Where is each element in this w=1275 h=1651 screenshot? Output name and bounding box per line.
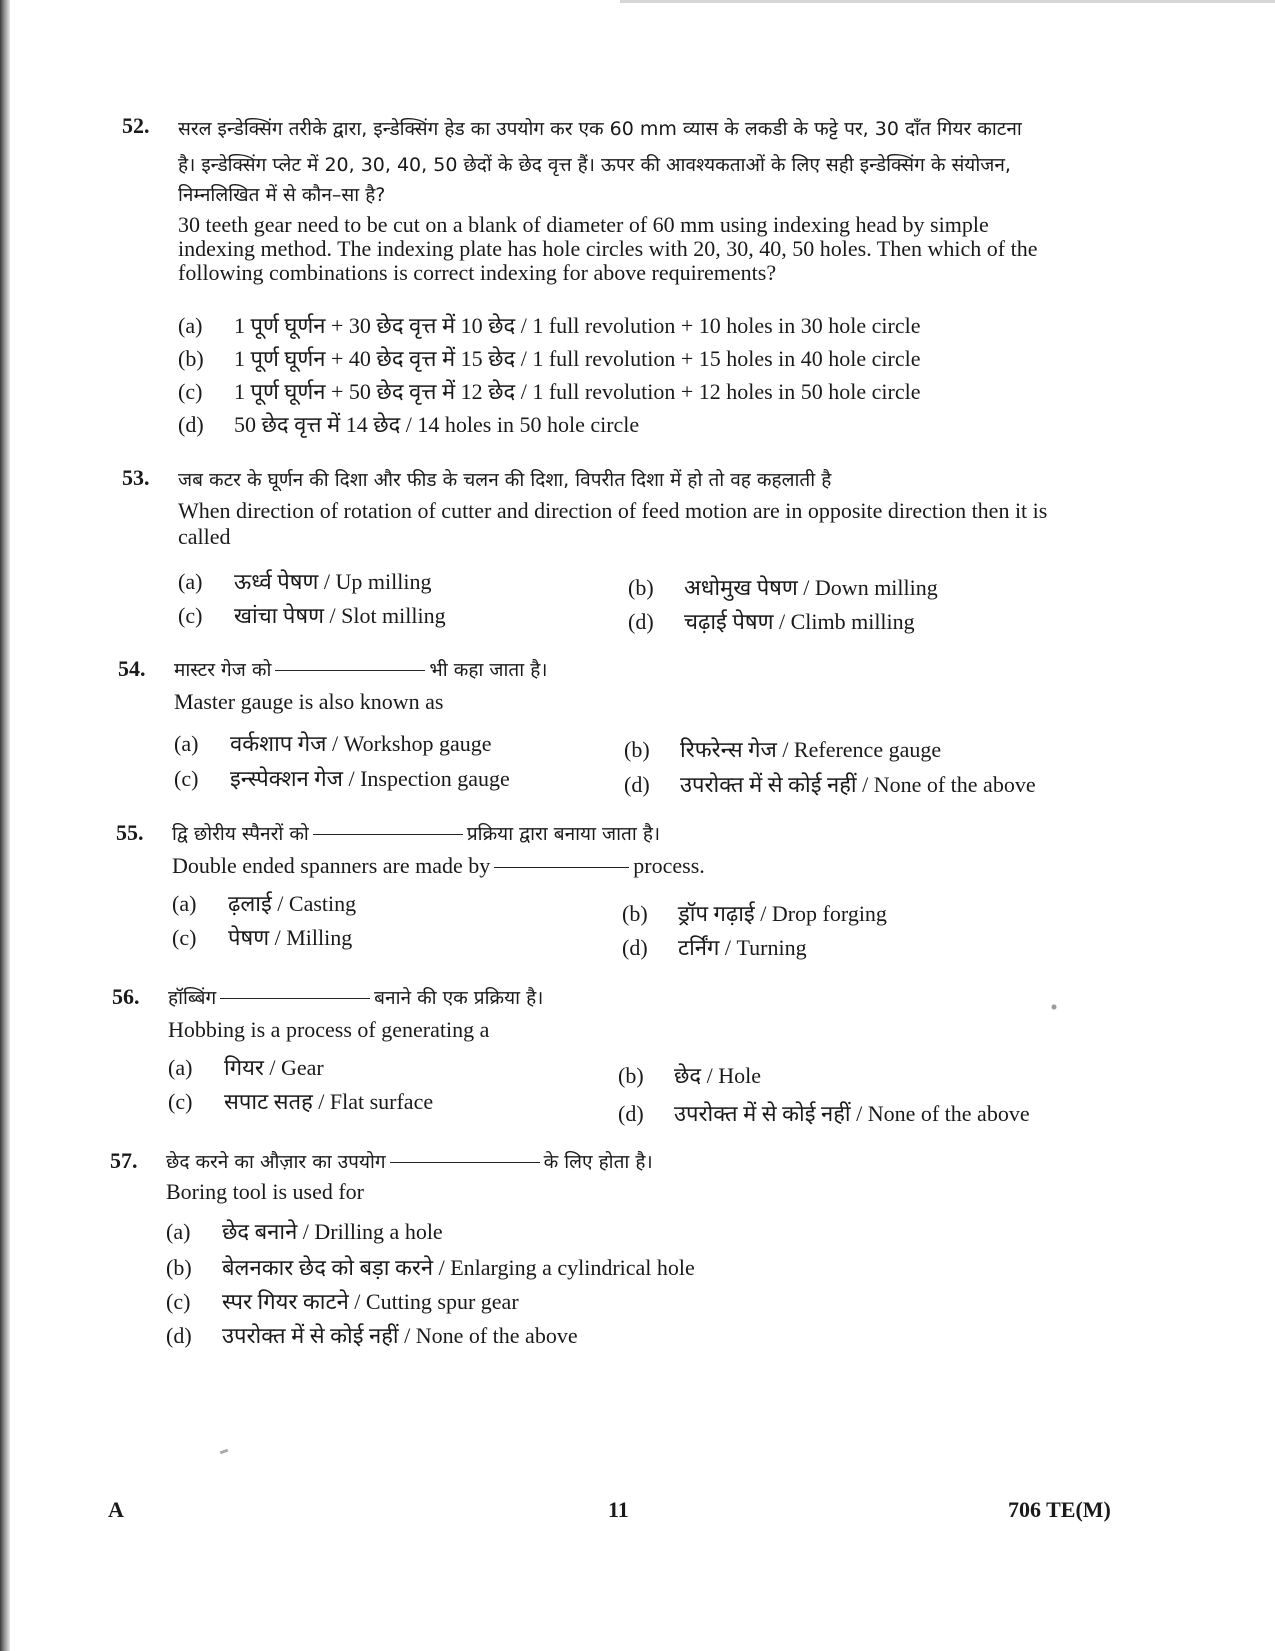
english-line: 30 teeth gear need to be cut on a blank of diameter of 60 mm using indexing head by simple (178, 212, 989, 237)
option-text: ड्रॉप गढ़ाई / Drop forging (678, 901, 887, 926)
option-b[interactable]: (b) रिफरेन्स गेज / Reference gauge (624, 737, 942, 762)
english-line: following combinations is correct indexing for above requirements? (178, 260, 777, 285)
page-number: 11 (608, 1497, 629, 1522)
option-b[interactable]: (b) बेलनकार छेद को बड़ा करने / Enlarging a cylindrical hole (166, 1255, 695, 1280)
question-text-hindi: द्वि छोरीय स्पैनरों को प्रक्रिया द्वारा बनाया जाता है। (172, 823, 661, 845)
option-a[interactable]: (a) छेद बनाने / Drilling a hole (166, 1219, 443, 1244)
option-a[interactable]: (a) गियर / Gear (168, 1055, 324, 1080)
option-c[interactable]: (c) खांचा पेषण / Slot milling (178, 603, 446, 628)
option-text: रिफरेन्स गेज / Reference gauge (680, 737, 942, 762)
option-text: वर्कशाप गेज / Workshop gauge (230, 731, 492, 756)
scan-mark (220, 1449, 229, 1455)
option-a[interactable]: (a) 1 पूर्ण घूर्णन + 30 छेद वृत्त में 10 छेद / 1 full revolution + 10 holes in 30 hole circle (178, 313, 921, 338)
option-text: सपाट सतह / Flat surface (224, 1089, 434, 1114)
option-a[interactable]: (a) ढ़लाई / Casting (172, 891, 357, 916)
question-text-english (178, 213, 1138, 285)
option-d[interactable]: (d) चढ़ाई पेषण / Climb milling (628, 609, 915, 634)
option-text: उपरोक्त में से कोई नहीं / None of the above (222, 1323, 578, 1348)
option-text: 1 पूर्ण घूर्णन + 30 छेद वृत्त में 10 छेद / 1 full revolution + 10 holes in 30 hole circle (234, 313, 921, 338)
option-d[interactable]: (d) उपरोक्त में से कोई नहीं / None of the above (618, 1101, 1030, 1126)
option-d[interactable]: (d) उपरोक्त में से कोई नहीं / None of the above (166, 1323, 578, 1348)
option-text: इन्स्पेक्शन गेज / Inspection gauge (230, 766, 510, 791)
question-text-hindi (178, 114, 1138, 210)
option-text: छेद / Hole (674, 1063, 761, 1088)
english-line: When direction of rotation of cutter and direction of feed motion are in opposite direction then it is (178, 498, 1048, 523)
answer-blank (390, 1162, 540, 1163)
option-a[interactable]: (a) वर्कशाप गेज / Workshop gauge (174, 731, 492, 756)
hindi-line: सरल इन्डेक्सिंग तरीके द्वारा, इन्डेक्सिंग हेड का उपयोग कर एक 60 mm व्यास के लकडी के फट्टे पर, 30 दाँत गियर काटना (178, 118, 1022, 140)
question-number: 55. (116, 820, 144, 845)
option-text: 1 पूर्ण घूर्णन + 50 छेद वृत्त में 12 छेद / 1 full revolution + 12 holes in 50 hole circle (234, 379, 921, 404)
option-text: अधोमुख पेषण / Down milling (684, 575, 938, 600)
question-number: 57. (110, 1148, 138, 1173)
option-text: ढ़लाई / Casting (228, 891, 357, 916)
english-line: indexing method. The indexing plate has hole circles with 20, 30, 40, 50 holes. Then which of the (178, 236, 1038, 261)
question-text-english: Master gauge is also known as (174, 689, 444, 714)
question-text-english: Double ended spanners are made by process. (172, 853, 705, 878)
question-number: 54. (118, 656, 146, 681)
question-number: 52. (122, 113, 150, 138)
option-text: उपरोक्त में से कोई नहीं / None of the above (674, 1101, 1030, 1126)
question-number: 56. (112, 984, 140, 1009)
option-text: छेद बनाने / Drilling a hole (222, 1219, 443, 1244)
option-text: उपरोक्त में से कोई नहीं / None of the above (680, 772, 1036, 797)
option-a[interactable]: (a) ऊर्ध्व पेषण / Up milling (178, 569, 432, 594)
question-number: 53. (122, 465, 150, 490)
option-b[interactable]: (b) ड्रॉप गढ़ाई / Drop forging (622, 901, 887, 926)
option-b[interactable]: (b) अधोमुख पेषण / Down milling (628, 575, 938, 600)
option-c[interactable]: (c) स्पर गियर काटने / Cutting spur gear (166, 1289, 519, 1314)
question-text-english (178, 498, 1138, 550)
option-text: टर्निंग / Turning (678, 935, 807, 960)
option-text: गियर / Gear (224, 1055, 324, 1080)
question-text-english: Boring tool is used for (166, 1179, 364, 1204)
answer-blank (494, 867, 629, 868)
question-text-hindi: हॉब्बिंग बनाने की एक प्रक्रिया है। (168, 987, 544, 1009)
option-c[interactable]: (c) इन्स्पेक्शन गेज / Inspection gauge (174, 766, 510, 791)
scan-smudge (1049, 1003, 1059, 1011)
option-text: बेलनकार छेद को बड़ा करने / Enlarging a cylindrical hole (222, 1255, 695, 1280)
option-c[interactable]: (c) पेषण / Milling (172, 925, 353, 950)
question-text-hindi: मास्टर गेज को भी कहा जाता है। (174, 659, 548, 681)
question-text-hindi: जब कटर के घूर्णन की दिशा और फीड के चलन की दिशा, विपरीत दिशा में हो तो वह कहलाती है (178, 469, 832, 491)
option-d[interactable]: (d) टर्निंग / Turning (622, 935, 807, 960)
option-c[interactable]: (c) 1 पूर्ण घूर्णन + 50 छेद वृत्त में 12 छेद / 1 full revolution + 12 holes in 50 hole circle (178, 379, 921, 404)
option-b[interactable]: (b) 1 पूर्ण घूर्णन + 40 छेद वृत्त में 15 छेद / 1 full revolution + 15 holes in 40 hole circle (178, 346, 921, 371)
option-d[interactable]: (d) 50 छेद वृत्त में 14 छेद / 14 holes in 50 hole circle (178, 412, 640, 437)
option-text: चढ़ाई पेषण / Climb milling (684, 609, 915, 634)
option-d[interactable]: (d) उपरोक्त में से कोई नहीं / None of the above (624, 772, 1036, 797)
series-label: A (108, 1497, 124, 1522)
option-text: ऊर्ध्व पेषण / Up milling (234, 569, 432, 594)
paper-code: 706 TE(M) (1008, 1497, 1111, 1522)
option-text: खांचा पेषण / Slot milling (234, 603, 446, 628)
question-text-english: Hobbing is a process of generating a (168, 1017, 490, 1042)
option-text: पेषण / Milling (228, 925, 353, 950)
english-line: called (178, 524, 231, 549)
answer-blank (220, 998, 370, 999)
option-text: 50 छेद वृत्त में 14 छेद / 14 holes in 50 hole circle (234, 412, 640, 437)
hindi-line: निम्नलिखित में से कौन–सा है? (178, 184, 386, 206)
answer-blank (275, 670, 425, 671)
answer-blank (313, 834, 463, 835)
option-text: स्पर गियर काटने / Cutting spur gear (222, 1289, 519, 1314)
option-c[interactable]: (c) सपाट सतह / Flat surface (168, 1089, 434, 1114)
option-text: 1 पूर्ण घूर्णन + 40 छेद वृत्त में 15 छेद / 1 full revolution + 15 holes in 40 hole circle (234, 346, 921, 371)
option-b[interactable]: (b) छेद / Hole (618, 1063, 761, 1088)
question-text-hindi: छेद करने का औज़ार का उपयोग के लिए होता है। (166, 1151, 653, 1173)
hindi-line: है। इन्डेक्सिंग प्लेट में 20, 30, 40, 50 छेदों के छेद वृत्त हैं। ऊपर की आवश्यकताओं के लिए सही इन्डेक्सिंग के संयोजन, (178, 154, 1011, 176)
